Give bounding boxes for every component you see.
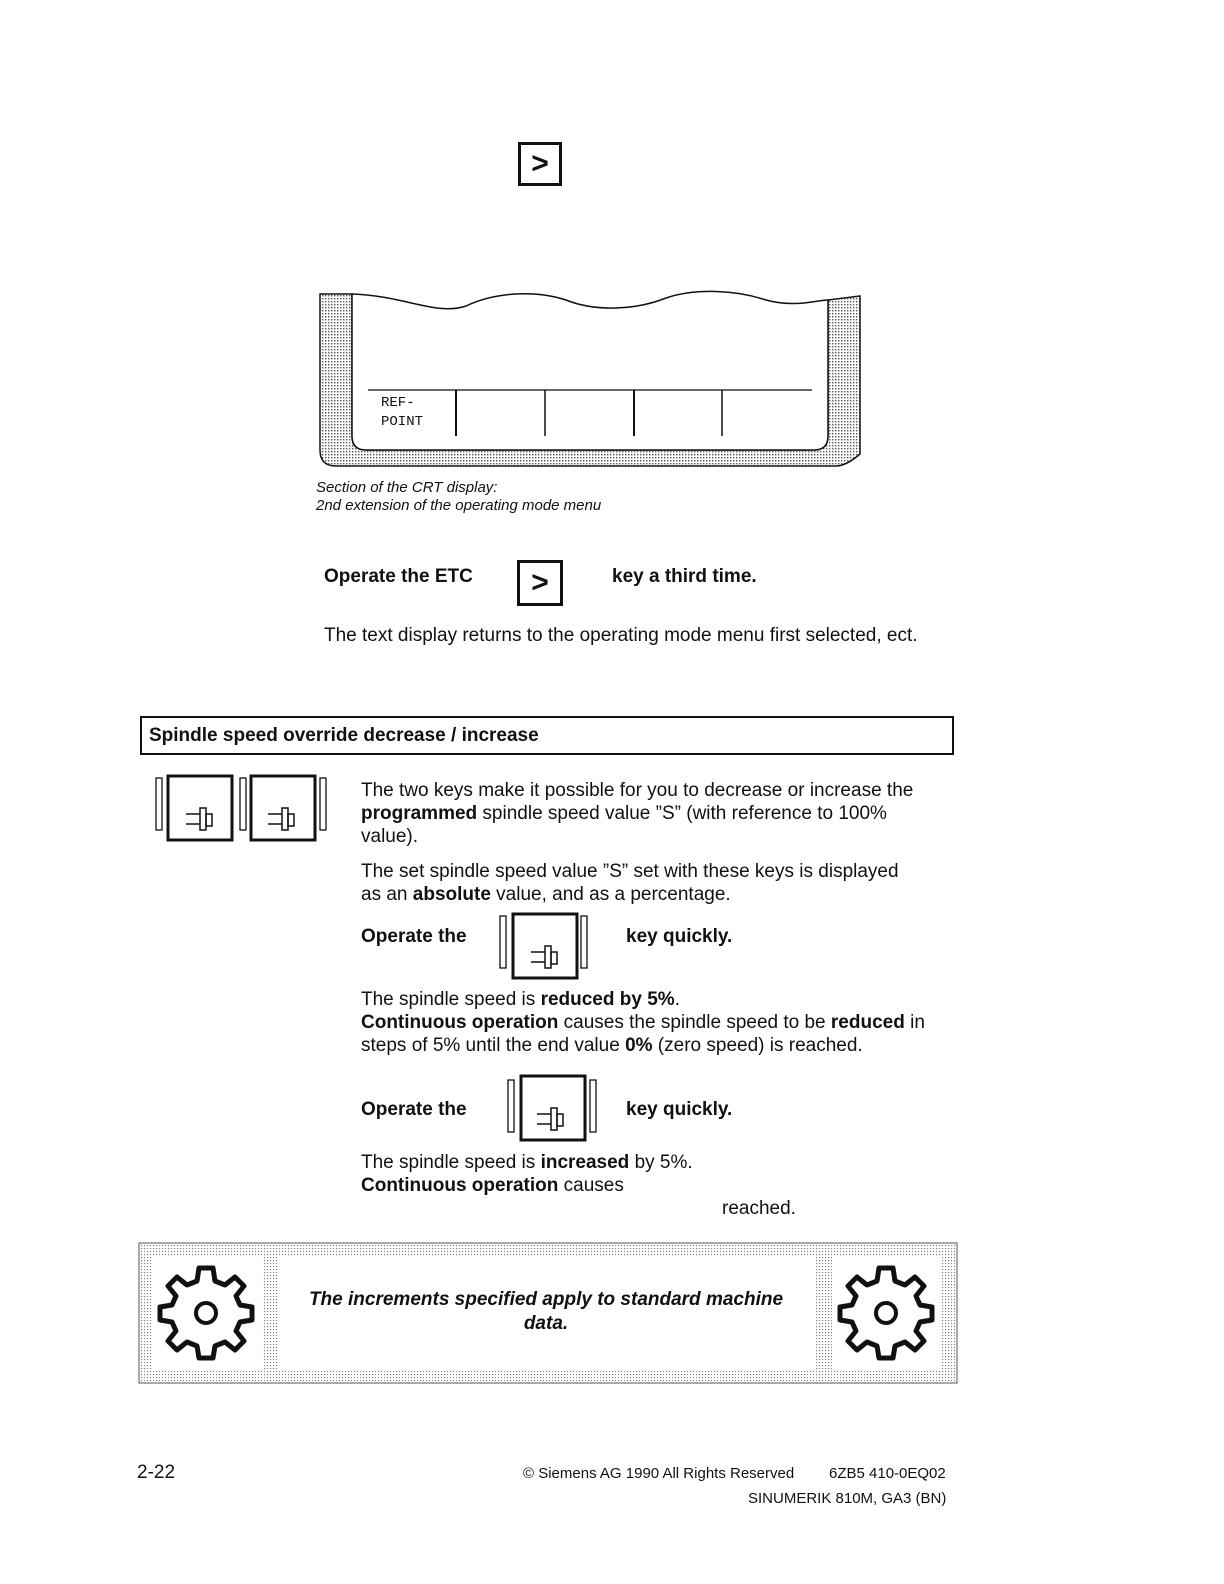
footer-product: SINUMERIK 810M, GA3 (BN) xyxy=(748,1490,947,1507)
decrease-operate-suffix: key quickly. xyxy=(626,926,733,947)
spindle-override-keys-icon xyxy=(154,774,330,842)
page-number: 2-22 xyxy=(137,1462,176,1483)
increase-operate-suffix: key quickly. xyxy=(626,1099,733,1120)
paragraph-intro: The two keys make it possible for you to decrease or increase the programmed spindle speed value ”S” (with reference to 100% value). xyxy=(361,780,914,847)
spindle-decrease-key-icon xyxy=(498,912,590,980)
crt-caption xyxy=(316,479,601,515)
crt-caption-line1: Section of the CRT display: xyxy=(316,479,498,496)
increase-result: The spindle speed is increased by 5%. Continuous operation causes xyxy=(361,1152,693,1196)
footer-order-no: 6ZB5 410-0EQ02 xyxy=(829,1465,946,1482)
etc-operate-suffix: key a third time. xyxy=(612,566,757,587)
etc-operate-prefix: Operate the ETC xyxy=(324,566,473,587)
paragraph-display: The set spindle speed value ”S” set with these keys is displayed as an absolute value, and as a percentage. xyxy=(361,861,899,905)
footer-copyright: © Siemens AG 1990 All Rights Reserved xyxy=(523,1465,795,1482)
gear-icon xyxy=(156,1262,256,1362)
section-heading: Spindle speed override decrease / increase xyxy=(140,716,954,755)
note-text: The increments specified apply to standard machine data. xyxy=(308,1289,784,1334)
etc-result-text: The text display returns to the operating mode menu first selected, ect. xyxy=(324,625,918,646)
etc-key-icon xyxy=(517,560,563,606)
decrease-result: The spindle speed is reduced by 5%. Continuous operation causes the spindle speed to be reduced in steps of 5% until the end value 0% (zero speed) is reached. xyxy=(361,989,925,1056)
increase-result-tail: reached. xyxy=(722,1198,796,1219)
decrease-operate-prefix: Operate the xyxy=(361,926,467,947)
etc-key-icon xyxy=(518,142,562,186)
softkey-ref-point: REF- POINT xyxy=(381,395,424,430)
etc-key-glyph: > xyxy=(531,147,549,180)
gear-icon xyxy=(836,1262,936,1362)
crt-caption-line2: 2nd extension of the operating mode menu xyxy=(316,497,602,514)
etc-key-glyph: > xyxy=(531,566,549,599)
spindle-increase-key-icon xyxy=(506,1074,598,1142)
crt-display-section xyxy=(316,286,864,470)
increase-operate-prefix: Operate the xyxy=(361,1099,467,1120)
